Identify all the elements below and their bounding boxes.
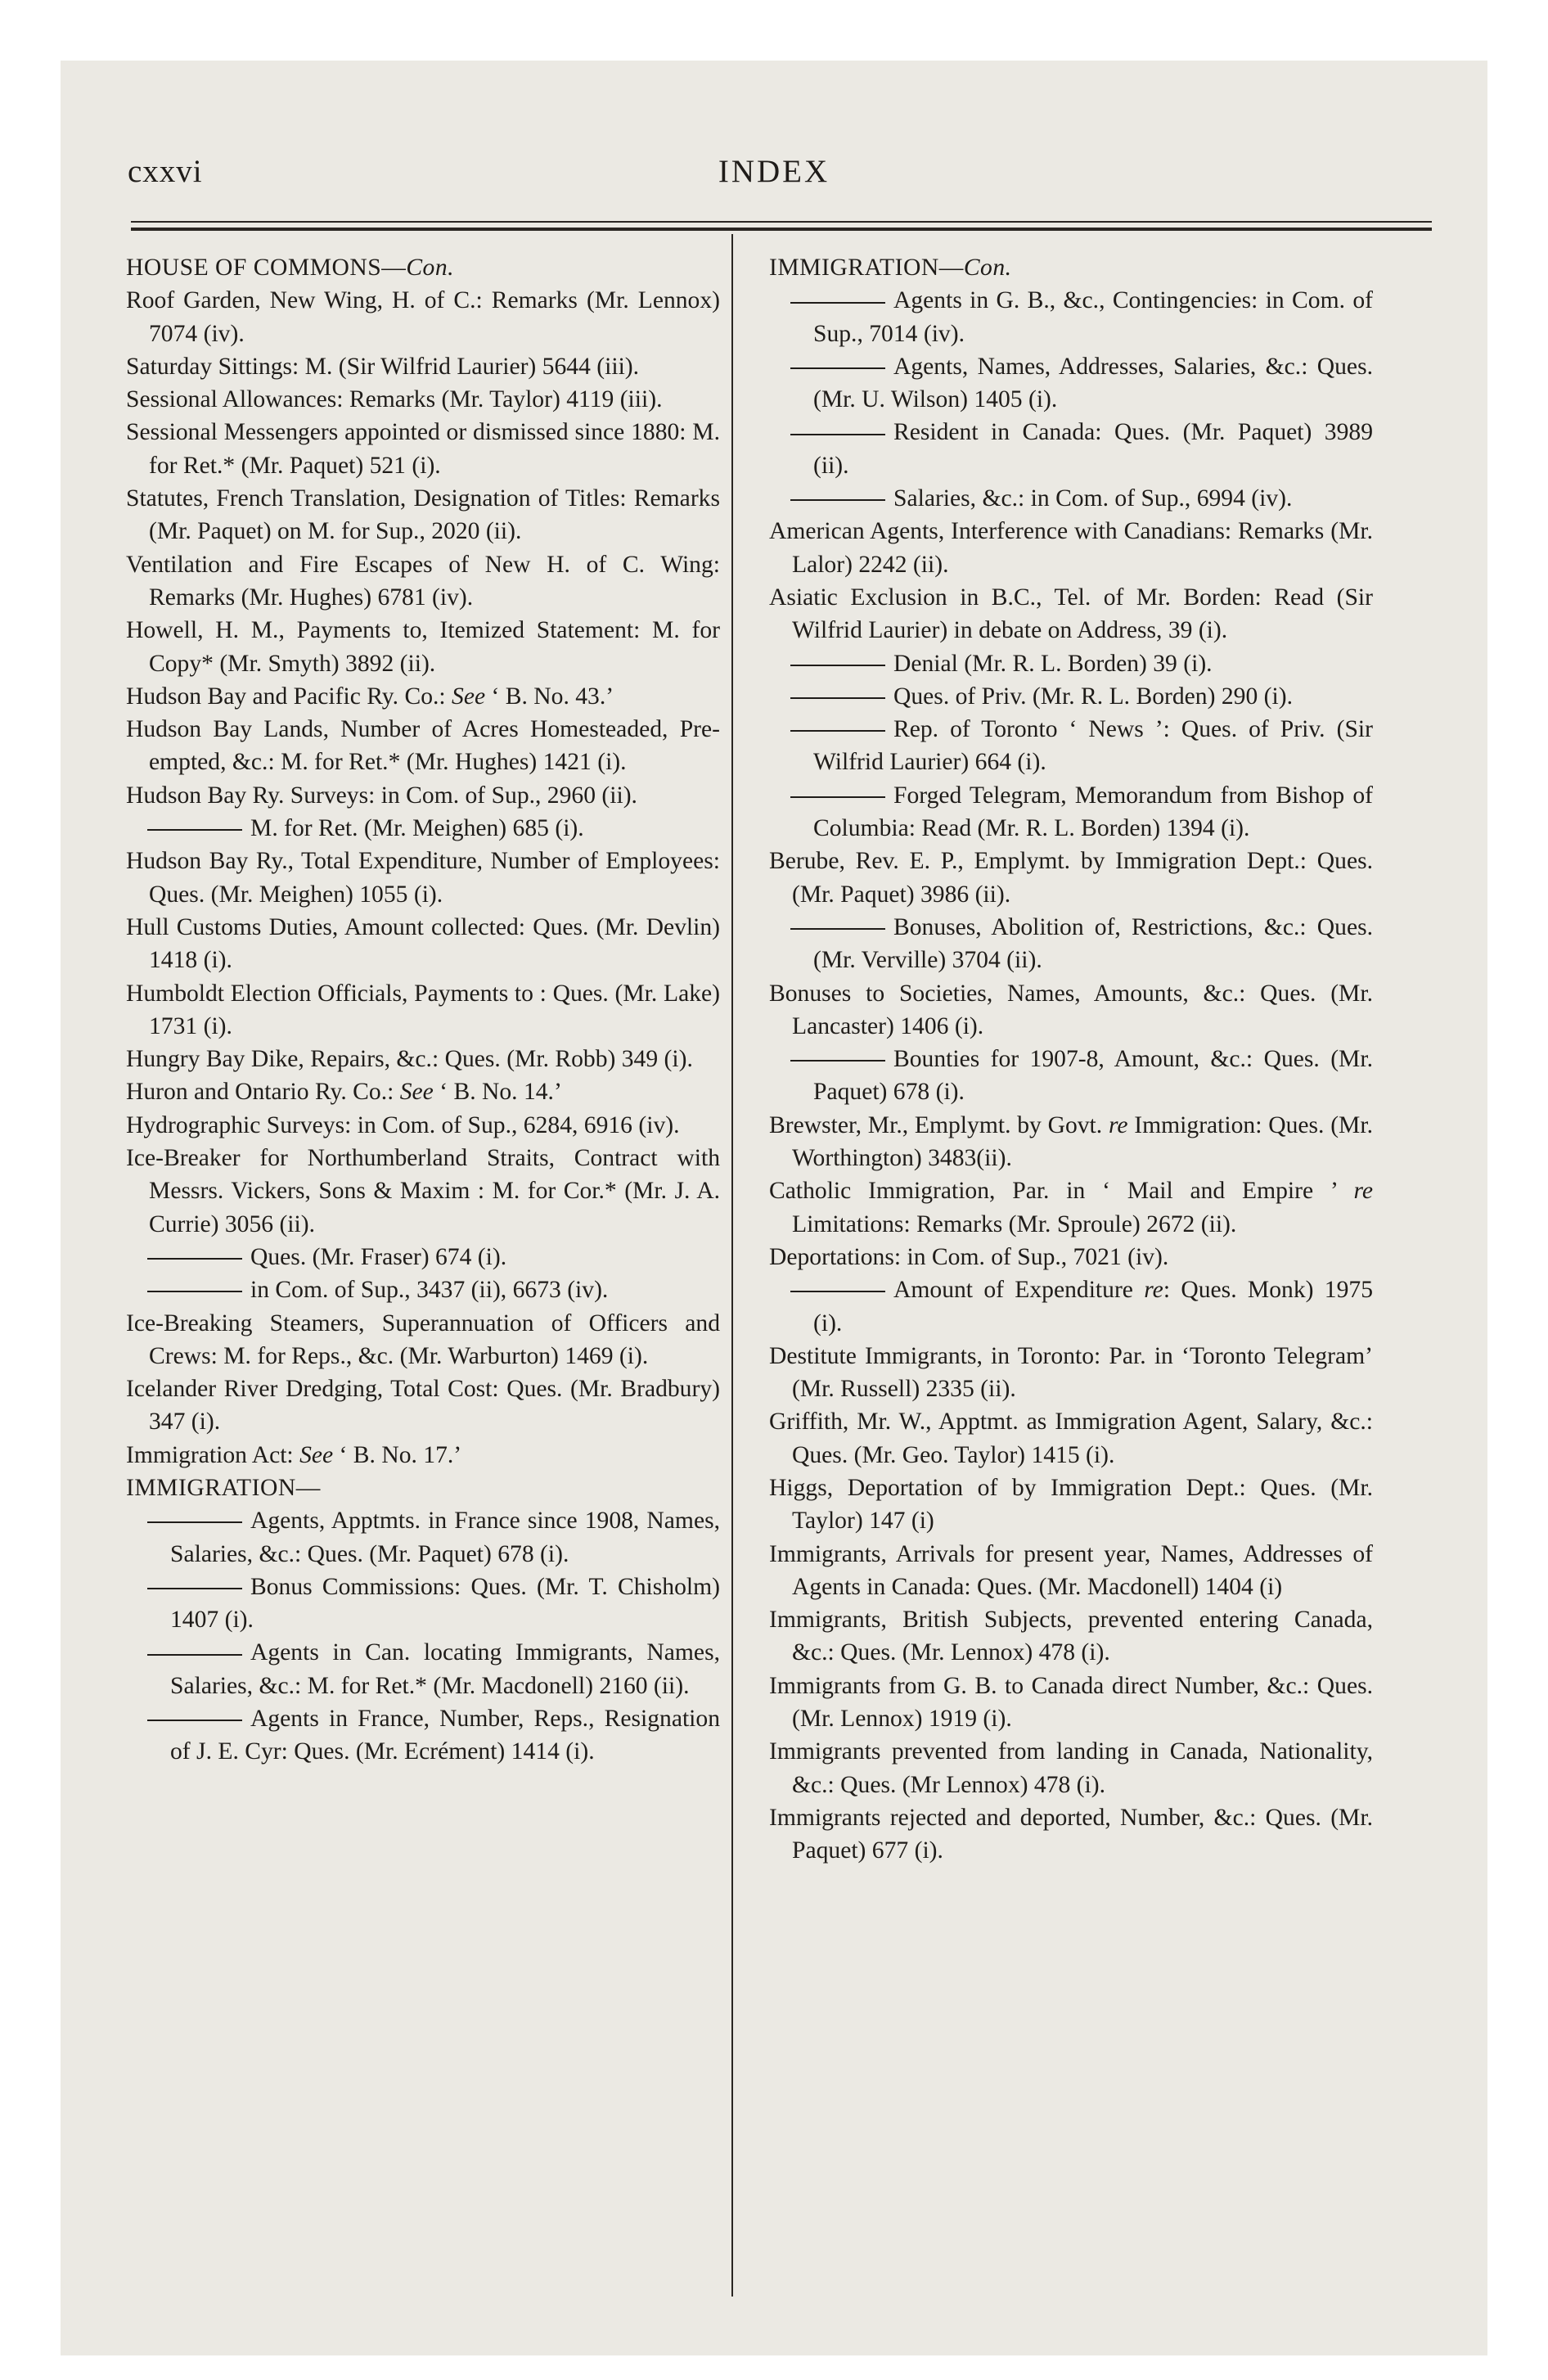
index-column-right — [769, 251, 1373, 1868]
entry-text: Deportations: in Com. of Sup., 7021 (iv). — [769, 1243, 1169, 1270]
index-heading — [126, 251, 720, 284]
index-subentry — [769, 779, 1373, 845]
entry-text: Hudson Bay Ry., Total Expenditure, Number of Employees: Ques. (Mr. Meighen) 1055 (i). — [126, 848, 720, 908]
header-rule-thick — [131, 228, 1432, 231]
ditto-dash — [147, 1588, 242, 1589]
index-entry — [126, 1307, 720, 1373]
entry-text: Denial (Mr. R. L. Borden) 39 (i). — [893, 650, 1213, 677]
index-entry — [126, 548, 720, 615]
entry-text-continued: ‘ B. No. 17.’ — [333, 1441, 462, 1468]
entry-text: Berube, Rev. E. P., Emplymt. by Immigration Dept.: Ques. (Mr. Paquet) 3986 (ii). — [769, 848, 1373, 908]
index-subentry — [769, 482, 1373, 515]
index-entry — [126, 1075, 720, 1108]
index-entry — [769, 1405, 1373, 1472]
index-column-left — [126, 251, 720, 1769]
index-subentry — [126, 1273, 720, 1306]
index-subentry — [126, 1504, 720, 1571]
index-entry — [769, 515, 1373, 581]
ditto-dash — [147, 1654, 242, 1656]
entry-italic-text: re — [1144, 1277, 1163, 1304]
index-entry — [126, 614, 720, 680]
entry-italic-text: See — [299, 1441, 334, 1468]
index-entry — [769, 1603, 1373, 1670]
entry-text: Bonuses to Societies, Names, Amounts, &c.: Ques. (Mr. Lancaster) 1406 (i). — [769, 980, 1373, 1039]
entry-text: IMMIGRATION— — [126, 1474, 321, 1501]
entry-text: Salaries, &c.: in Com. of Sup., 6994 (iv). — [893, 485, 1293, 512]
ditto-dash — [147, 1291, 242, 1292]
index-subentry — [126, 1636, 720, 1702]
index-heading — [126, 1472, 720, 1504]
index-entry — [769, 1109, 1373, 1175]
entry-italic-text: See — [452, 683, 486, 710]
entry-text: Roof Garden, New Wing, H. of C.: Remarks (Mr. Lennox) 7074 (iv). — [126, 287, 720, 347]
entry-text: Rep. of Toronto ‘ News ’: Ques. of Priv. (Sir Wilfrid Laurier) 664 (i). — [813, 716, 1373, 776]
entry-text: Howell, H. M., Payments to, Itemized Statement: M. for Copy* (Mr. Smyth) 3892 (ii). — [126, 617, 720, 677]
entry-text: Immigrants prevented from landing in Canada, Nationality, &c.: Ques. (Mr Lennox) 478 (i). — [769, 1738, 1373, 1798]
ditto-dash — [147, 1521, 242, 1523]
entry-text: Destitute Immigrants, in Toronto: Par. in ‘Toronto Telegram’ (Mr. Russell) 2335 (ii). — [769, 1342, 1373, 1403]
index-entry — [769, 845, 1373, 911]
index-entry — [126, 482, 720, 548]
entry-text: Hudson Bay Lands, Number of Acres Homesteaded, Pre-empted, &c.: M. for Ret.* (Mr. Hughes) 1421 (i). — [126, 716, 720, 776]
ditto-dash — [790, 928, 885, 930]
entry-text: Statutes, French Translation, Designation of Titles: Remarks (Mr. Paquet) on M. for Sup., 2020 (ii). — [126, 485, 720, 545]
index-subentry — [769, 647, 1373, 680]
index-entry — [126, 350, 720, 383]
entry-italic-text: re — [1353, 1178, 1373, 1205]
index-subentry — [126, 1702, 720, 1769]
index-entry — [769, 1241, 1373, 1273]
entry-text: Immigrants, Arrivals for present year, Names, Addresses of Agents in Canada: Ques. (Mr. Macdonell) 1404 (i) — [769, 1540, 1373, 1600]
entry-text: Agents in Can. locating Immigrants, Names, Salaries, &c.: M. for Ret.* (Mr. Macdonell) 2160 (ii). — [170, 1639, 720, 1699]
entry-text: HOUSE OF COMMONS— — [126, 255, 407, 281]
index-entry — [769, 1735, 1373, 1801]
index-entry — [126, 977, 720, 1044]
entry-text: Huron and Ontario Ry. Co.: — [126, 1079, 400, 1106]
entry-text: Hull Customs Duties, Amount collected: Ques. (Mr. Devlin) 1418 (i). — [126, 913, 720, 974]
index-entry — [769, 977, 1373, 1044]
ditto-dash — [790, 1291, 885, 1292]
index-subentry — [769, 911, 1373, 977]
entry-text: Bonus Commissions: Ques. (Mr. T. Chisholm) 1407 (i). — [170, 1573, 720, 1634]
entry-text: Resident in Canada: Ques. (Mr. Paquet) 3989 (ii). — [813, 419, 1373, 479]
entry-italic-text: re — [1108, 1111, 1128, 1138]
index-entry — [126, 1439, 720, 1472]
entry-text-continued: Limitations: Remarks (Mr. Sproule) 2672 (ii). — [792, 1210, 1237, 1237]
entry-text: Humboldt Election Officials, Payments to : Ques. (Mr. Lake) 1731 (i). — [126, 980, 720, 1039]
entry-text: Agents, Apptmts. in France since 1908, Names, Salaries, &c.: Ques. (Mr. Paquet) 678 (i). — [170, 1508, 720, 1567]
entry-text: Agents in France, Number, Reps., Resignation of J. E. Cyr: Ques. (Mr. Ecrément) 1414 (i). — [170, 1706, 720, 1765]
entry-text: Higgs, Deportation of by Immigration Dept.: Ques. (Mr. Taylor) 147 (i) — [769, 1474, 1373, 1535]
entry-text: American Agents, Interference with Canadians: Remarks (Mr. Lalor) 2242 (ii). — [769, 518, 1373, 578]
entry-text: IMMIGRATION— — [769, 255, 964, 281]
ditto-dash — [790, 499, 885, 501]
index-entry — [126, 1109, 720, 1142]
page-scan — [61, 61, 1487, 2355]
index-entry — [126, 1142, 720, 1241]
entry-text: Hungry Bay Dike, Repairs, &c.: Ques. (Mr. Robb) 349 (i). — [126, 1046, 693, 1073]
index-subentry — [769, 1043, 1373, 1109]
index-entry — [769, 1538, 1373, 1604]
entry-text: Catholic Immigration, Par. in ‘ Mail and Empire ’ — [769, 1178, 1354, 1205]
entry-text: Ice-Breaker for Northumberland Straits, Contract with Messrs. Vickers, Sons & Maxim : M. for Cor.* (Mr. J. A. Currie) 3056 (ii). — [126, 1145, 720, 1237]
page-title: INDEX — [718, 154, 830, 189]
index-entry — [126, 713, 720, 779]
column-divider — [731, 234, 733, 2297]
entry-text: Brewster, Mr., Emplymt. by Govt. — [769, 1111, 1109, 1138]
index-entry — [769, 1670, 1373, 1736]
entry-text-continued: : Ques. Monk) 1975 (i). — [813, 1277, 1373, 1336]
index-entry — [126, 680, 720, 713]
entry-text: Forged Telegram, Memorandum from Bishop of Columbia: Read (Mr. R. L. Borden) 1394 (i). — [813, 782, 1373, 842]
entry-text: Immigrants rejected and deported, Number, &c.: Ques. (Mr. Paquet) 677 (i). — [769, 1804, 1373, 1864]
ditto-dash — [790, 434, 885, 435]
entry-text: Griffith, Mr. W., Apptmt. as Immigration Agent, Salary, &c.: Ques. (Mr. Geo. Taylor) 1415 (i). — [769, 1409, 1373, 1468]
index-entry — [126, 1373, 720, 1439]
ditto-dash — [147, 829, 242, 831]
index-subentry — [769, 416, 1373, 482]
index-entry — [769, 581, 1373, 647]
index-entry — [769, 1472, 1373, 1538]
index-entry — [769, 1340, 1373, 1406]
entry-italic-text: Con. — [963, 255, 1012, 281]
entry-text-continued: ‘ B. No. 14.’ — [433, 1079, 562, 1106]
entry-text: Hudson Bay and Pacific Ry. Co.: — [126, 683, 452, 710]
entry-text: Bonuses, Abolition of, Restrictions, &c.: Ques. (Mr. Verville) 3704 (ii). — [813, 913, 1373, 974]
entry-text: Ventilation and Fire Escapes of New H. of C. Wing: Remarks (Mr. Hughes) 6781 (iv). — [126, 551, 720, 611]
entry-text: Sessional Allowances: Remarks (Mr. Taylor) 4119 (iii). — [126, 386, 663, 413]
entry-text: M. for Ret. (Mr. Meighen) 685 (i). — [250, 815, 584, 842]
ditto-dash — [147, 1720, 242, 1721]
ditto-dash — [790, 1060, 885, 1062]
ditto-dash — [790, 665, 885, 666]
page-number: cxxvi — [128, 154, 203, 189]
index-subentry — [769, 713, 1373, 779]
entry-text: in Com. of Sup., 3437 (ii), 6673 (iv). — [250, 1277, 609, 1304]
entry-text: Icelander River Dredging, Total Cost: Ques. (Mr. Bradbury) 347 (i). — [126, 1376, 720, 1436]
entry-text: Immigrants, British Subjects, prevented entering Canada, &c.: Ques. (Mr. Lennox) 478 (i). — [769, 1607, 1373, 1666]
entry-text: Agents in G. B., &c., Contingencies: in Com. of Sup., 7014 (iv). — [813, 287, 1373, 347]
entry-text: Asiatic Exclusion in B.C., Tel. of Mr. Borden: Read (Sir Wilfrid Laurier) in debate on Address, 39 (i). — [769, 584, 1373, 644]
index-subentry — [126, 812, 720, 845]
entry-text: Bounties for 1907-8, Amount, &c.: Ques. (Mr. Paquet) 678 (i). — [813, 1046, 1373, 1106]
ditto-dash — [790, 302, 885, 304]
index-subentry — [769, 1273, 1373, 1340]
entry-text: Ice-Breaking Steamers, Superannuation of Officers and Crews: M. for Reps., &c. (Mr. Warburton) 1469 (i). — [126, 1309, 720, 1369]
index-entry — [126, 383, 720, 416]
index-entry — [126, 911, 720, 977]
entry-text: Amount of Expenditure — [893, 1277, 1145, 1304]
ditto-dash — [790, 367, 885, 369]
ditto-dash — [790, 697, 885, 699]
header-rule-thin — [131, 221, 1432, 223]
index-entry — [769, 1801, 1373, 1868]
entry-italic-text: Con. — [406, 255, 455, 281]
entry-text: Ques. (Mr. Fraser) 674 (i). — [250, 1243, 507, 1270]
index-entry — [126, 845, 720, 911]
ditto-dash — [790, 796, 885, 798]
index-entry — [769, 1174, 1373, 1241]
entry-text: Immigration Act: — [126, 1441, 300, 1468]
entry-text-continued: Immigration: Ques. (Mr. Worthington) 3483(ii). — [792, 1111, 1373, 1172]
entry-text: Immigrants from G. B. to Canada direct Number, &c.: Ques. (Mr. Lennox) 1919 (i). — [769, 1672, 1373, 1733]
entry-text: Agents, Names, Addresses, Salaries, &c.: Ques. (Mr. U. Wilson) 1405 (i). — [813, 353, 1373, 413]
entry-text: Hydrographic Surveys: in Com. of Sup., 6284, 6916 (iv). — [126, 1111, 680, 1138]
index-entry — [126, 416, 720, 482]
index-subentry — [769, 284, 1373, 350]
entry-text: Sessional Messengers appointed or dismissed since 1880: M. for Ret.* (Mr. Paquet) 521 (i). — [126, 419, 720, 479]
entry-text: Saturday Sittings: M. (Sir Wilfrid Laurier) 5644 (iii). — [126, 353, 640, 380]
index-entry — [126, 284, 720, 350]
index-entry — [126, 1043, 720, 1075]
ditto-dash — [147, 1258, 242, 1260]
index-subentry — [126, 1571, 720, 1637]
entry-text: Ques. of Priv. (Mr. R. L. Borden) 290 (i). — [893, 683, 1293, 710]
ditto-dash — [790, 730, 885, 732]
index-subentry — [126, 1241, 720, 1273]
index-subentry — [769, 680, 1373, 713]
index-subentry — [769, 350, 1373, 417]
entry-text-continued: ‘ B. No. 43.’ — [485, 683, 614, 710]
entry-text: Hudson Bay Ry. Surveys: in Com. of Sup., 2960 (ii). — [126, 782, 637, 809]
index-heading — [769, 251, 1373, 284]
entry-italic-text: See — [399, 1079, 434, 1106]
index-entry — [126, 779, 720, 812]
